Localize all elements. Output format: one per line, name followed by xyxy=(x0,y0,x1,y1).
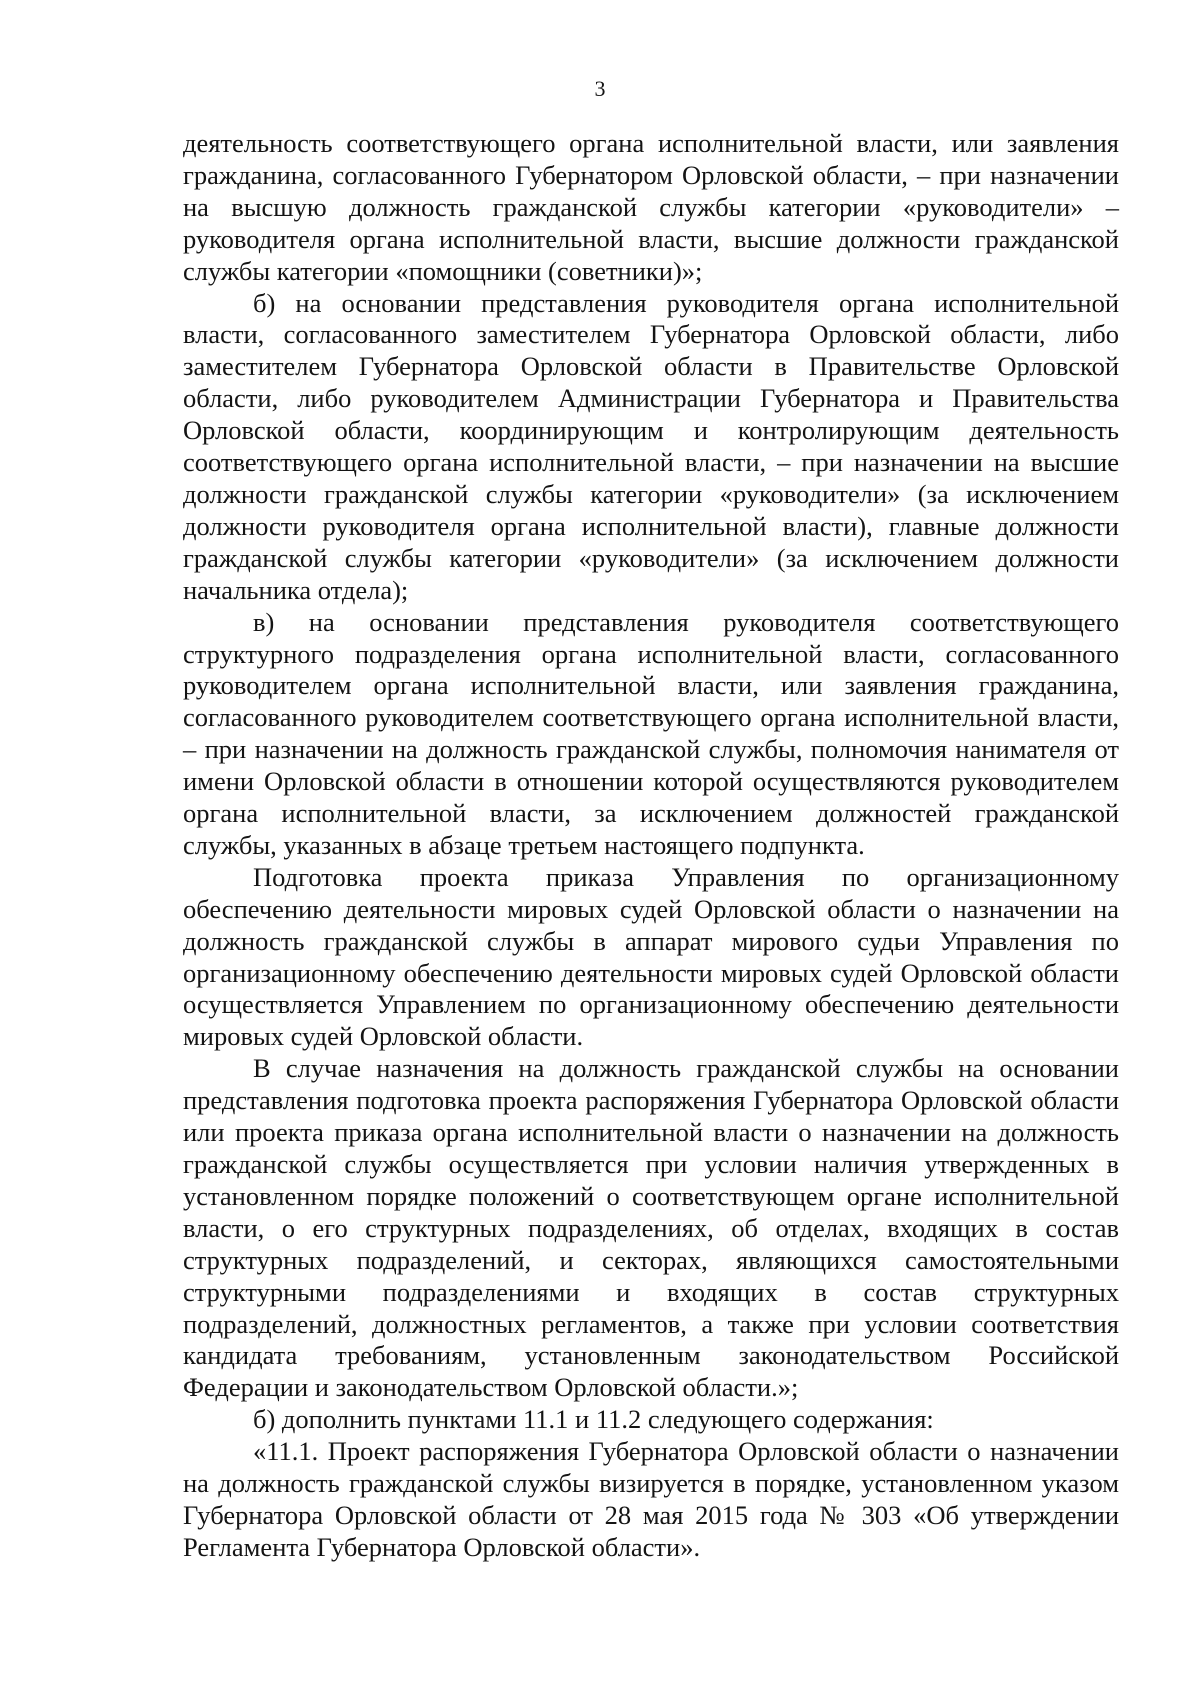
paragraph-amendment-intro: б) дополнить пунктами 11.1 и 11.2 следующего содержания: xyxy=(253,1404,934,1435)
paragraph-appointment-condition: В случае назначения на должность гражданской службы на основании представления подготовка проекта распоряжения Губернатора Орловской области или проекта приказа органа исполнительной власти о назначении на должность гражданской службы осуществляется при условии наличия утвержденных в установленном порядке положений о соответствующем органе исполнительной власти, о его структурных подразделениях, об отделах, входящих в состав структурных подразделений, и секторах, являющихся самостоятельными структурными подразделениями и входящих в состав структурных подразделений, должностных регламентов, а также при условии соответствия кандидата требованиям, установленным законодательством Российской Федерации и законодательством Орловской области.»; xyxy=(183,1053,1119,1403)
paragraph-item-11-1: «11.1. Проект распоряжения Губернатора Орловской области о назначении на должность гражданской службы визируется в порядке, установленном указом Губернатора Орловской области от 28 мая 2015 года № 303 «Об утверждении Регламента Губернатора Орловской области». xyxy=(183,1436,1119,1562)
paragraph-continuation: деятельность соответствующего органа исполнительной власти, или заявления гражданина, согласованного Губернатором Орловской области, – при назначении на высшую должность гражданской службы категории «руководители» – руководителя органа исполнительной власти, высшие должности гражданской службы категории «помощники (советники)»; xyxy=(183,128,1119,286)
paragraph-order-preparation: Подготовка проекта приказа Управления по организационному обеспечению деятельности мировых судей Орловской области о назначении на должность гражданской службы в аппарат мирового судьи Управления по организационному обеспечению деятельности мировых судей Орловской области осуществляется Управлением по организационному обеспечению деятельности мировых судей Орловской области. xyxy=(183,861,1119,1052)
paragraph-item-b: б) на основании представления руководителя органа исполнительной власти, согласованного заместителем Губернатора Орловской области, либо заместителем Губернатора Орловской области в Правительстве Орловской области, либо руководителем Администрации Губернатора и Правительства Орловской области, координирующим и контролирующим деятельность соответствующего органа исполнительной власти, – при назначении на высшие должности гражданской службы категории «руководители» (за исключением должности руководителя органа исполнительной власти), главные должности гражданской службы категории «руководители» (за исключением должности начальника отдела); xyxy=(183,287,1119,605)
paragraph-item-v: в) на основании представления руководителя соответствующего структурного подразделения органа исполнительной власти, согласованного руководителем органа исполнительной власти, или заявления гражданина, согласованного руководителем соответствующего органа исполнительной власти, – при назначении на должность гражданской службы, полномочия нанимателя от имени Орловской области в отношении которой осуществляются руководителем органа исполнительной власти, за исключением должностей гражданской службы, указанных в абзаце третьем настоящего подпункта. xyxy=(183,606,1119,860)
document-body xyxy=(183,128,1119,1564)
page-number: 3 xyxy=(594,76,606,101)
